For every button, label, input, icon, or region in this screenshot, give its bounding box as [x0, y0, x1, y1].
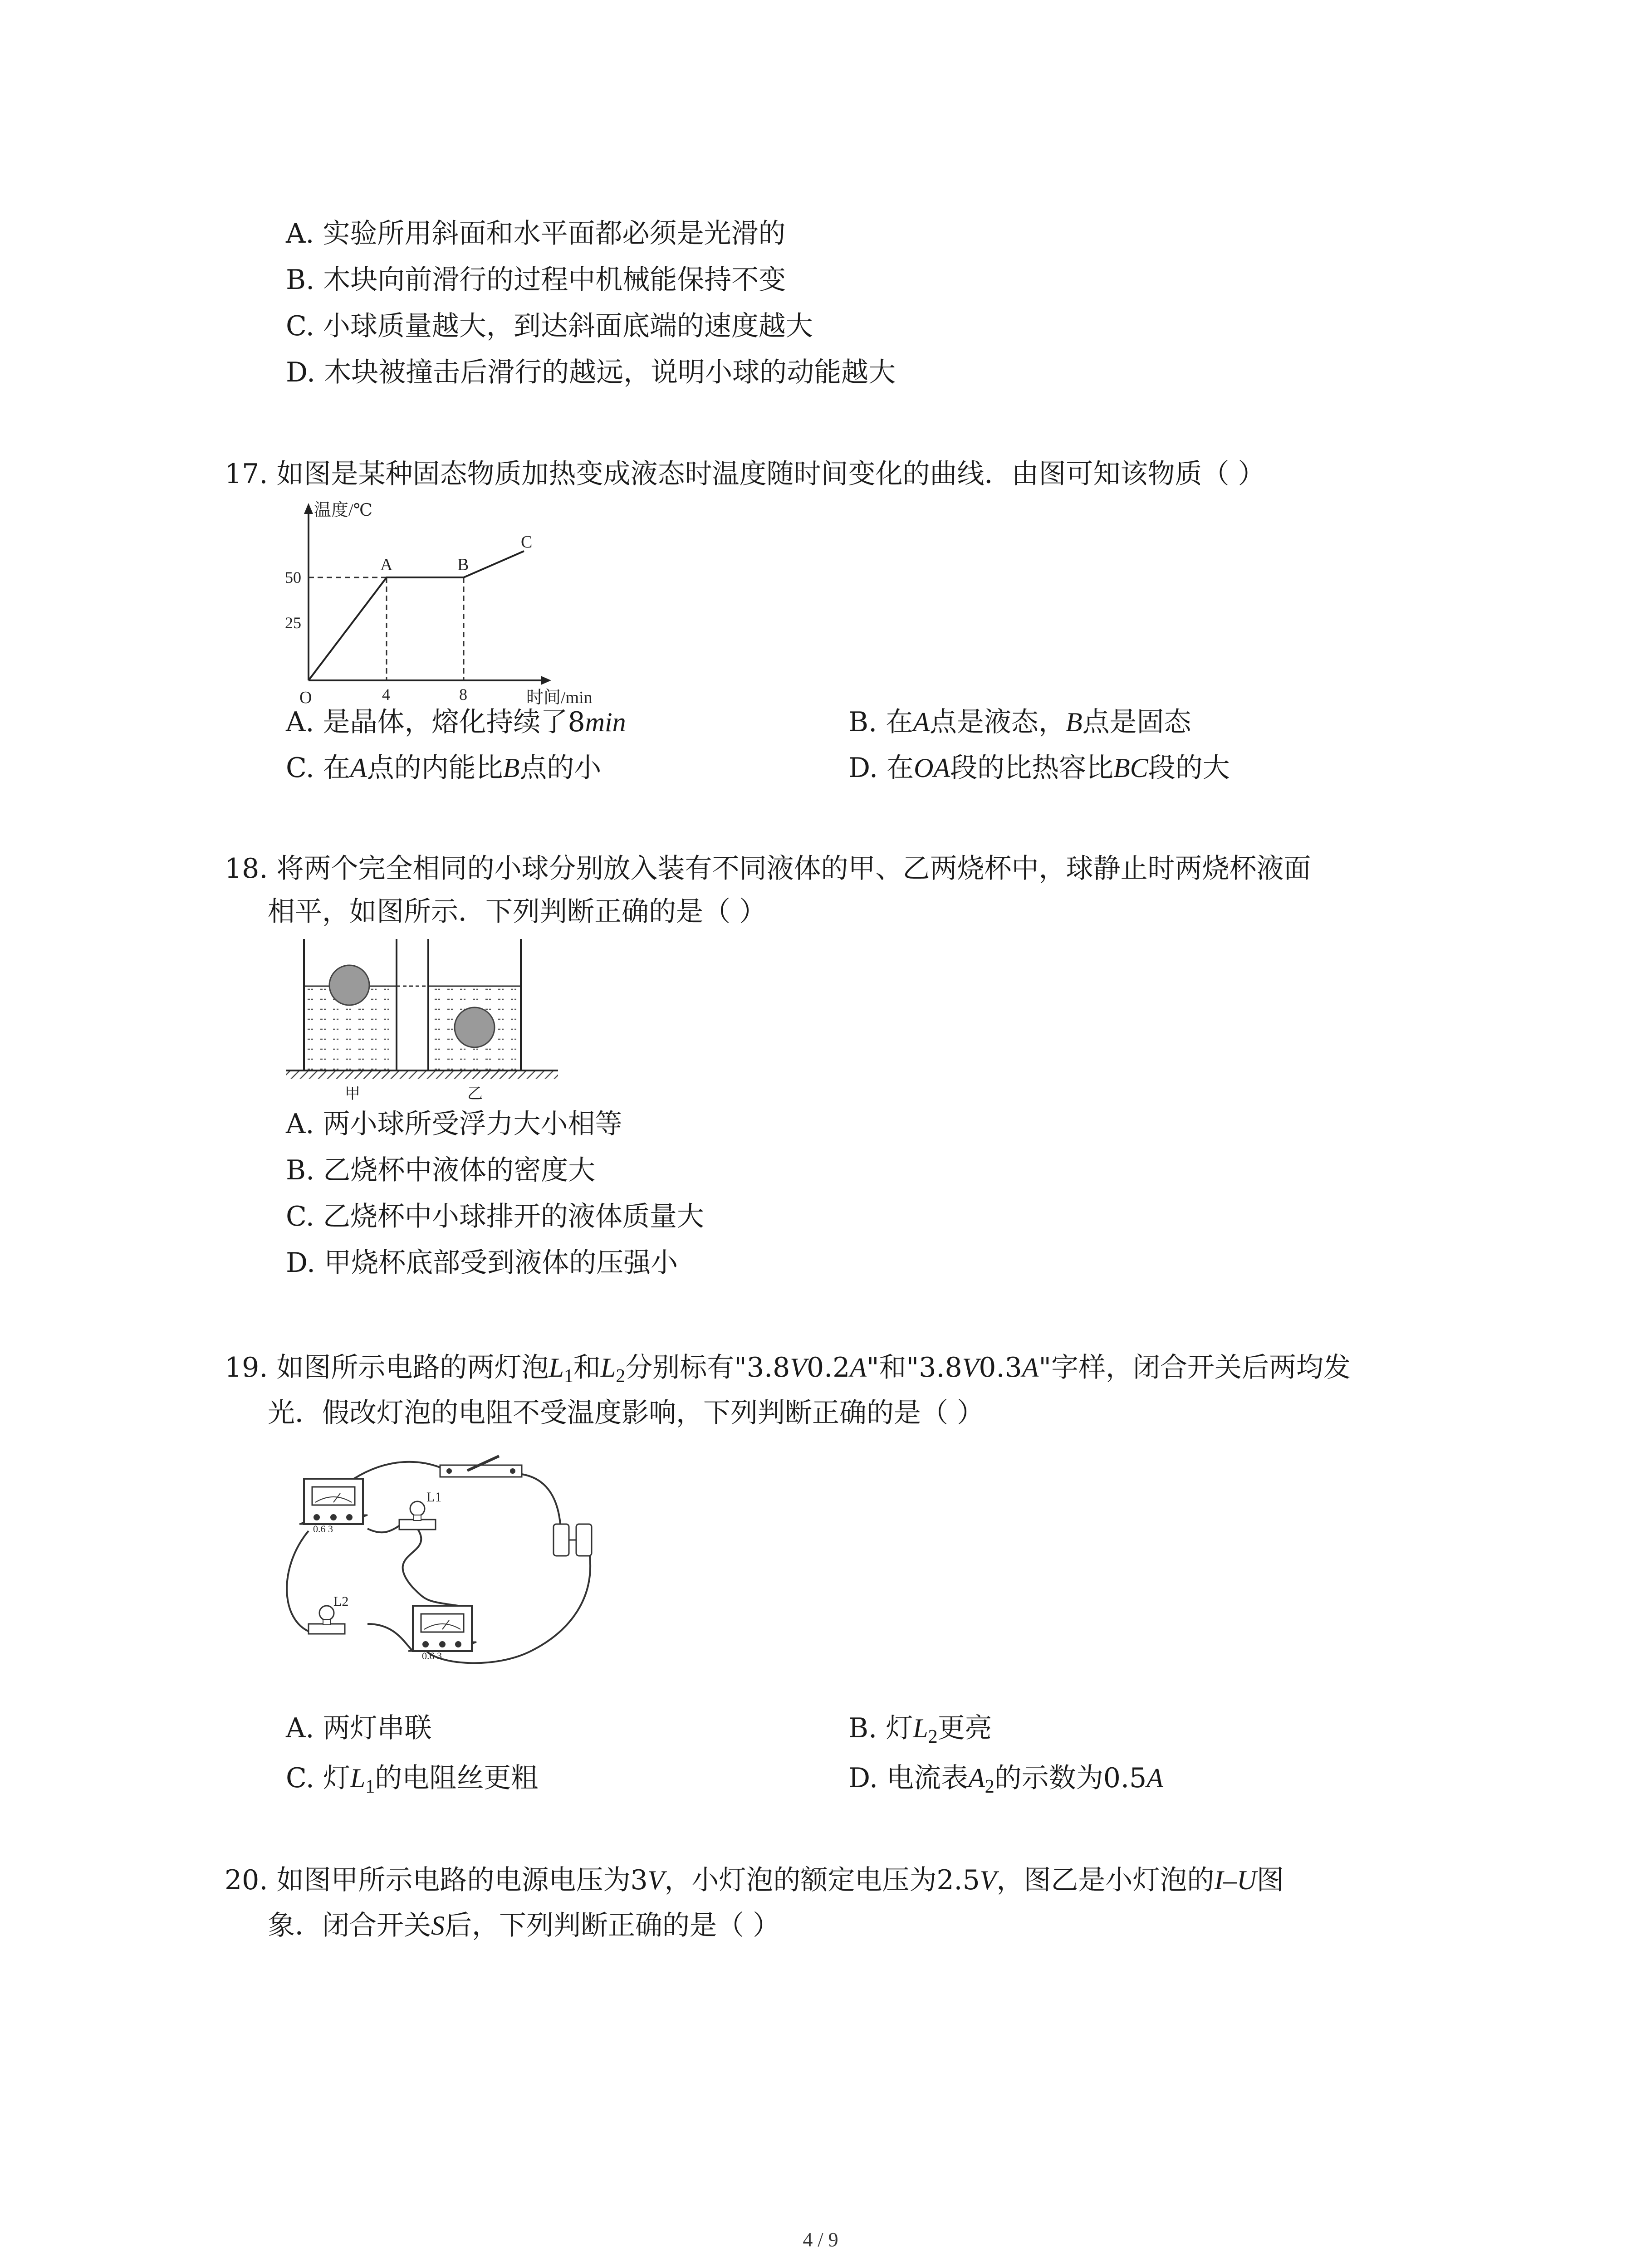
q17-point-c-label: C	[521, 533, 533, 552]
prev-option-c: C. 小球质量越大，到达斜面底端的速度越大	[286, 310, 813, 342]
q18-stem-line1: 18. 将两个完全相同的小球分别放入装有不同液体的甲、乙两烧杯中，球静止时两烧杯液面	[225, 853, 1311, 885]
q17-option-a: A. 是晶体，熔化持续了8min	[286, 706, 626, 738]
q17-temperature-graph	[272, 497, 635, 710]
q20-stem-line1: 20. 如图甲所示电路的电源电压为3V，小灯泡的额定电压为2.5V，图乙是小灯泡的I–U图	[225, 1864, 1284, 1896]
q18-label-yi: 乙	[467, 1085, 483, 1102]
q20-stem-line2: 象．闭合开关S后，下列判断正确的是（ ）	[268, 1910, 780, 1941]
q17-x-tick-4: 4	[382, 685, 390, 704]
q17-option-c: C. 在A点的内能比B点的小	[286, 752, 602, 784]
q18-beakers-figure	[281, 934, 563, 1107]
prev-option-a: A. 实验所用斜面和水平面都必须是光滑的	[286, 218, 786, 249]
q19-circuit-figure	[277, 1452, 622, 1706]
q17-origin-label: O	[299, 688, 312, 707]
q17-option-d: D. 在OA段的比热容比BC段的大	[848, 752, 1230, 784]
page-number: 4 / 9	[803, 2229, 838, 2251]
q17-stem: 17. 如图是某种固态物质加热变成液态时温度随时间变化的曲线．由图可知该物质（ ）	[225, 458, 1265, 490]
q18-stem-line2: 相平，如图所示．下列判断正确的是（ ）	[268, 896, 767, 928]
q17-point-b-label: B	[457, 555, 469, 574]
q19-option-b: B. 灯$L_2$更亮	[848, 1712, 992, 1747]
q17-point-a-label: A	[380, 555, 393, 574]
q18-option-a: A. 两小球所受浮力大小相等	[286, 1108, 622, 1140]
q17-y-axis-label: 温度/℃	[314, 501, 373, 520]
prev-option-b: B. 木块向前滑行的过程中机械能保持不变	[286, 264, 786, 296]
q18-option-b: B. 乙烧杯中液体的密度大	[286, 1154, 596, 1186]
q19-label-l2: L2	[333, 1594, 349, 1609]
q17-y-tick-25: 25	[285, 614, 301, 632]
q17-option-b: B. 在A点是液态，B点是固态	[848, 706, 1191, 738]
q19-label-l1: L1	[426, 1490, 442, 1505]
q17-y-tick-50: 50	[285, 568, 301, 587]
q19-option-d: D. 电流表$A_2$的示数为0.5A	[848, 1762, 1163, 1797]
q17-x-tick-8: 8	[459, 685, 467, 704]
q18-option-d: D. 甲烧杯底部受到液体的压强小	[286, 1247, 678, 1279]
q17-x-axis-label: 时间/min	[526, 688, 593, 707]
q18-option-c: C. 乙烧杯中小球排开的液体质量大	[286, 1201, 704, 1232]
q18-label-jia: 甲	[345, 1085, 360, 1102]
q19-stem-line2: 光．假改灯泡的电阻不受温度影响，下列判断正确的是（ ）	[268, 1397, 985, 1429]
q19-meter-bottom-scale: 0.6 3	[422, 1650, 442, 1662]
q19-option-a: A. 两灯串联	[286, 1712, 432, 1744]
q19-stem-line1: 19. 如图所示电路的两灯泡$L_1$和$L_2$分别标有"3.8V0.2A"和"3.8V0.3A"字样，闭合开关后两均发	[225, 1352, 1351, 1387]
q19-meter-top-scale: 0.6 3	[313, 1523, 333, 1535]
q19-option-c: C. 灯$L_1$的电阻丝更粗	[286, 1762, 539, 1797]
prev-option-d: D. 木块被撞击后滑行的越远，说明小球的动能越大	[286, 357, 896, 388]
